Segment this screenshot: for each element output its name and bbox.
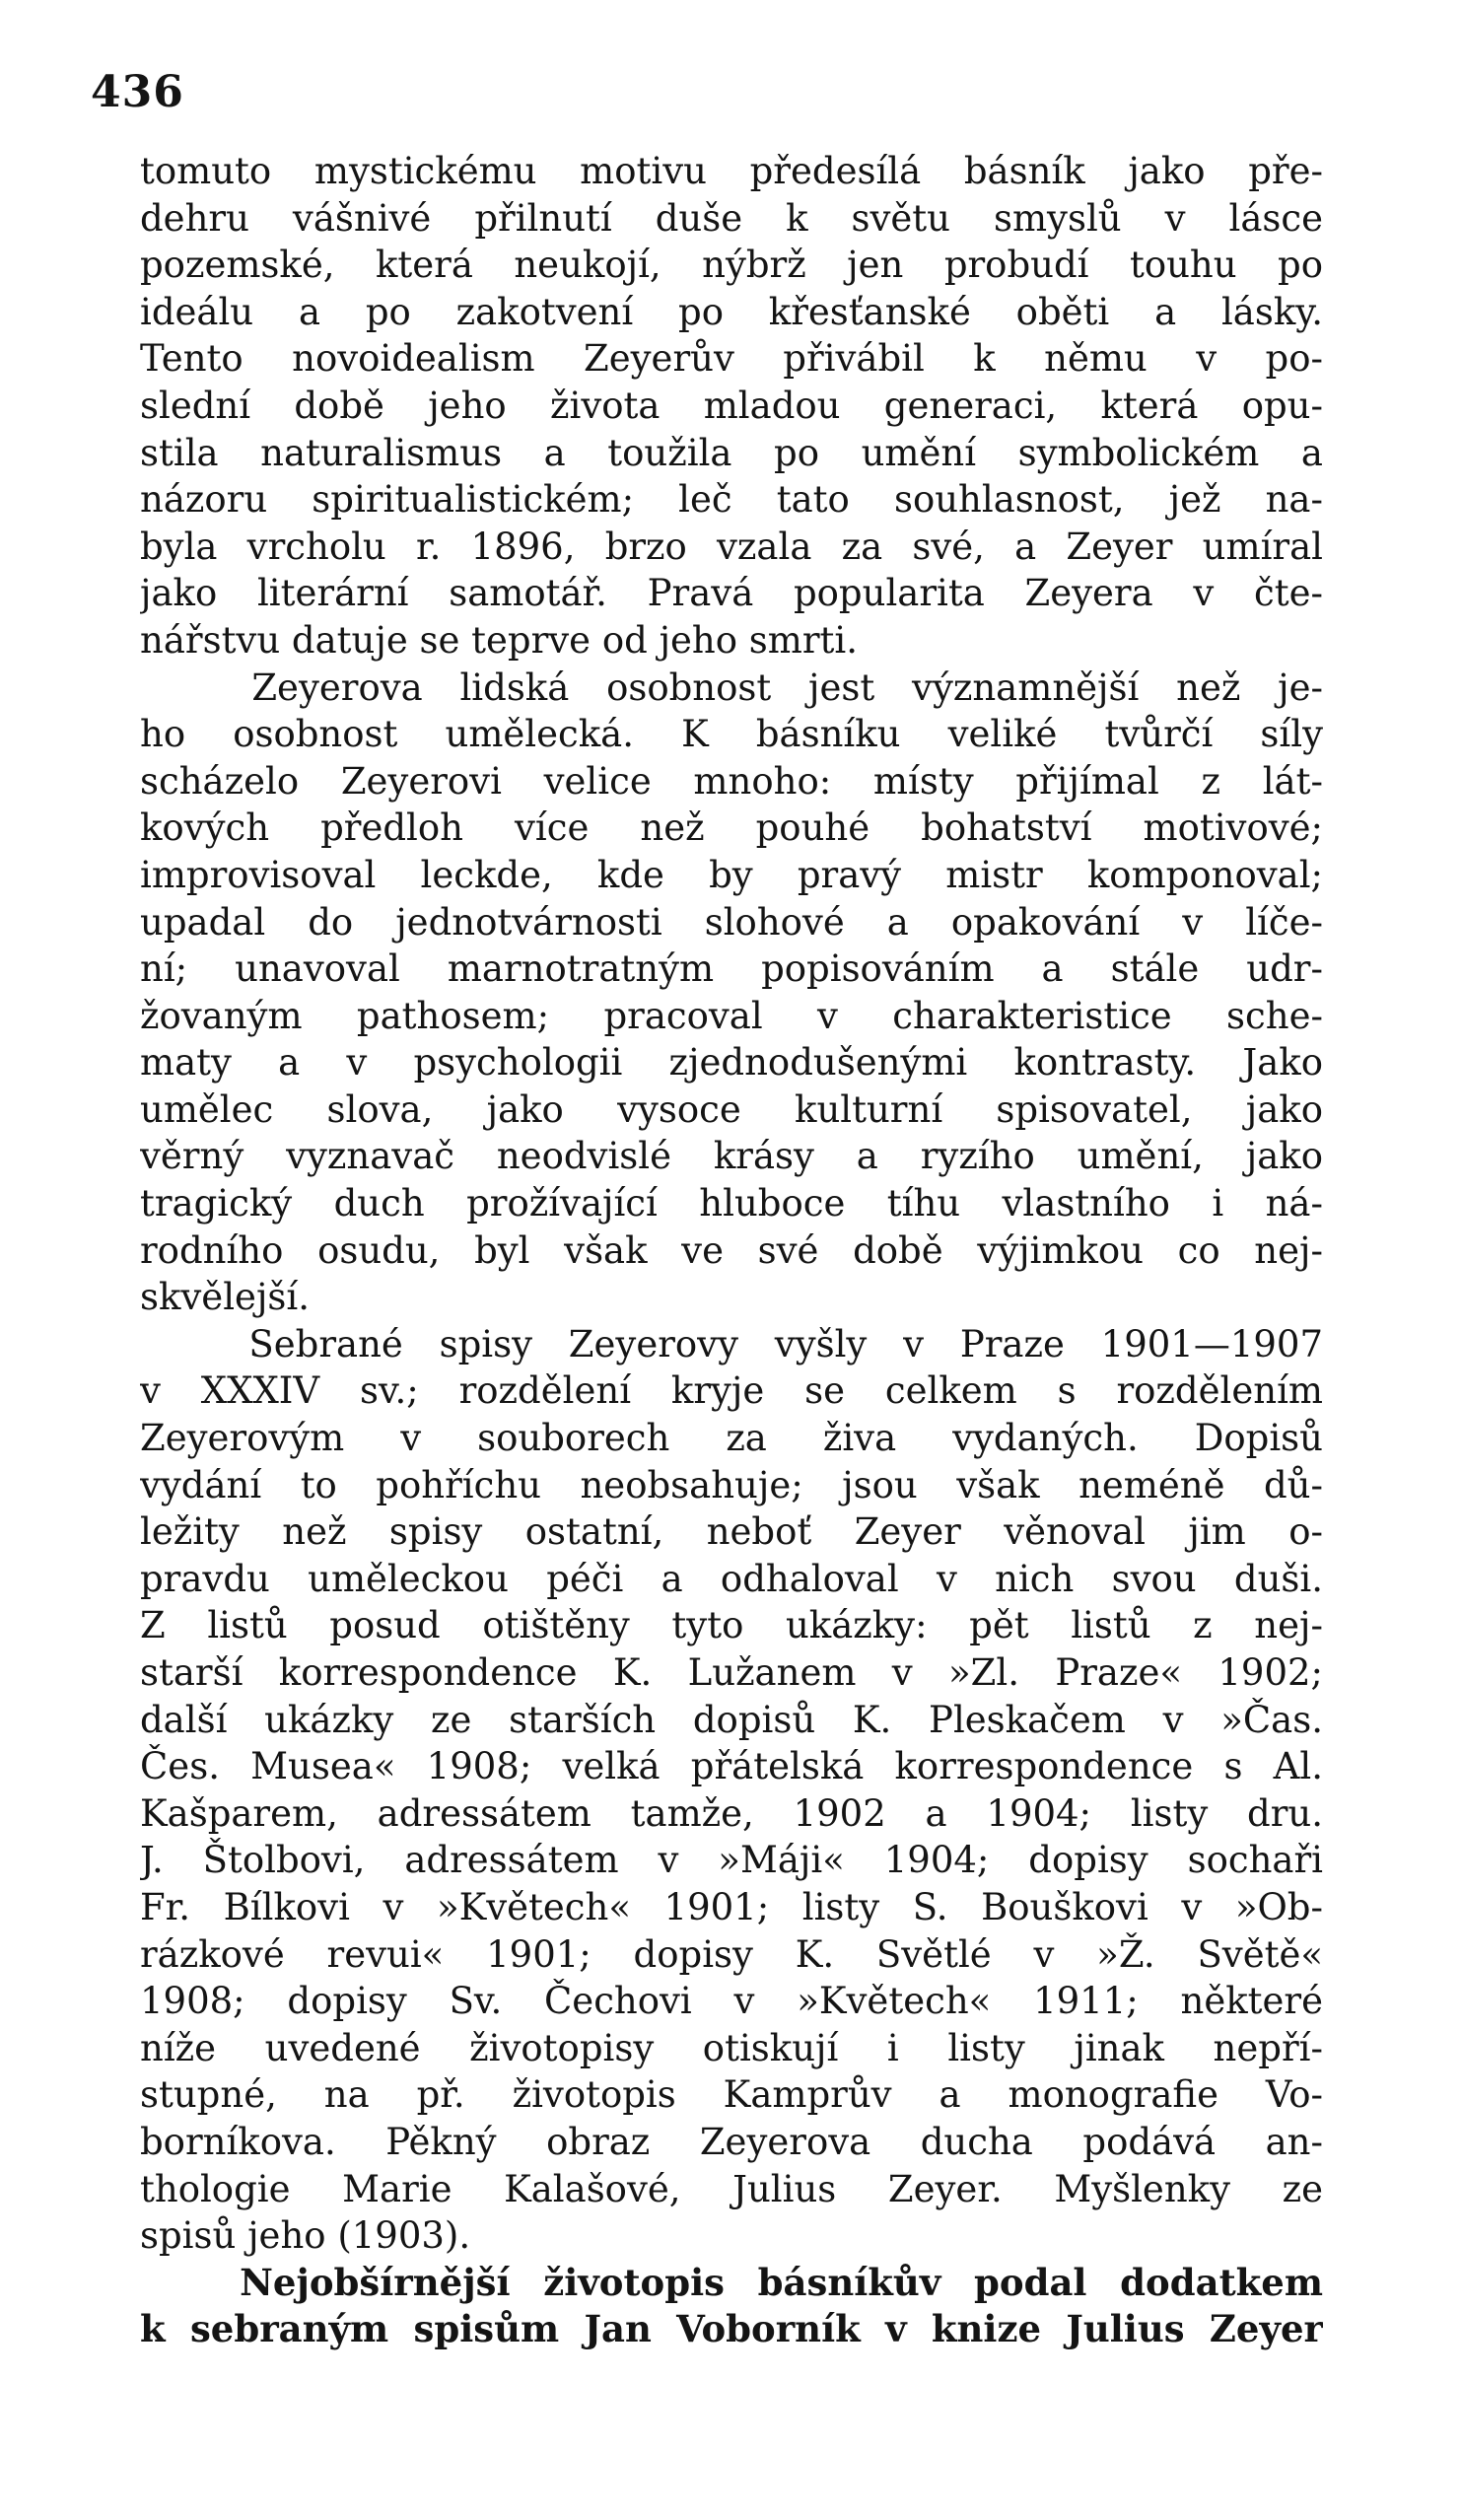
text-line: skvělejší. xyxy=(140,1276,310,1319)
text-line: rázkové revui« 1901; dopisy K. Světlé v »Ž. Světě« xyxy=(140,1932,1323,1976)
text-line: ho osobnost umělecká. K básníku veliké tvůrčí síly xyxy=(140,713,1323,756)
text-line: tomuto mystickému motivu předesílá básník jako pře- xyxy=(140,150,1323,192)
text-line: vydání to pohříchu neobsahuje; jsou však neméně dů- xyxy=(140,1463,1323,1506)
text-line: k sebraným spisům Jan Voborník v knize Julius Zeyer xyxy=(140,2307,1323,2351)
text-line: Tento novoidealism Zeyerův přivábil k němu v po- xyxy=(140,337,1323,381)
text-line: ní; unavoval marnotratným popisováním a stále udr- xyxy=(140,947,1323,991)
text-line: Kašparem, adressátem tamže, 1902 a 1904; listy dru. xyxy=(140,1791,1323,1835)
text-line: umělec slova, jako vysoce kulturní spisovatel, jako xyxy=(140,1087,1323,1131)
text-line: thologie Marie Kalašové, Julius Zeyer. Myšlenky ze xyxy=(140,2167,1323,2210)
text-line: improvisoval leckde, kde by pravý mistr komponoval; xyxy=(140,853,1323,896)
text-line: byla vrcholu r. 1896, brzo vzala za své, a Zeyer umíral xyxy=(140,525,1323,568)
page-number: 436 xyxy=(91,67,184,117)
text-line: Nejobšírnější životopis básníkův podal dodatkem xyxy=(140,2260,1323,2304)
text-line: stila naturalismus a toužila po umění symbolickém a xyxy=(140,431,1323,474)
text-line: žovaným pathosem; pracoval v charakteristice sche- xyxy=(140,994,1323,1037)
text-line: jako literární samotář. Pravá popularita Zeyera v čte- xyxy=(140,572,1323,615)
text-line: ležity než spisy ostatní, neboť Zeyer věnoval jim o- xyxy=(140,1510,1323,1554)
text-line: slední době jeho života mladou generaci, která opu- xyxy=(140,384,1323,427)
text-line: borníkova. Pěkný obraz Zeyerova ducha podává an- xyxy=(140,2120,1323,2163)
text-line: tragický duch prožívající hluboce tíhu vlastního i ná- xyxy=(140,1182,1323,1225)
text-line: v XXXIV sv.; rozdělení kryje se celkem s rozdělením xyxy=(140,1369,1323,1413)
text-line: 1908; dopisy Sv. Čechovi v »Květech« 1911; některé xyxy=(140,1980,1323,2023)
text-line: maty a v psychologii zjednodušenými kontrasty. Jako xyxy=(140,1041,1323,1085)
text-line: Fr. Bílkovi v »Květech« 1901; listy S. Bouškovi v »Ob- xyxy=(140,1885,1323,1928)
text-line: pravdu uměleckou péči a odhaloval v nich svou duši. xyxy=(140,1557,1323,1600)
body-text xyxy=(140,148,1323,2353)
text-line: dehru vášnivé přilnutí duše k světu smyslů v lásce xyxy=(140,196,1323,240)
text-line: nářstvu datuje se teprve od jeho smrti. xyxy=(140,618,859,662)
text-line: upadal do jednotvárnosti slohové a opakování v líče- xyxy=(140,900,1323,944)
text-line: Čes. Musea« 1908; velká přátelská korrespondence s Al. xyxy=(140,1745,1323,1788)
text-line: Z listů posud otištěny tyto ukázky: pět listů z nej- xyxy=(140,1604,1323,1647)
text-line: Zeyerovým v souborech za živa vydaných. Dopisů xyxy=(140,1417,1323,1460)
text-line: níže uvedené životopisy otiskují i listy jinak nepří- xyxy=(140,2026,1323,2069)
text-line: věrný vyznavač neodvislé krásy a ryzího umění, jako xyxy=(140,1135,1323,1178)
text-line: Sebrané spisy Zeyerovy vyšly v Praze 1901—1907 xyxy=(140,1322,1323,1365)
text-line: názoru spiritualistickém; leč tato souhlasnost, jež na- xyxy=(140,478,1323,522)
text-line: starší korrespondence K. Lužanem v »Zl. Praze« 1902; xyxy=(140,1651,1323,1694)
text-line: spisů jeho (1903). xyxy=(140,2214,471,2258)
text-line: J. Štolbovi, adressátem v »Máji« 1904; dopisy sochaři xyxy=(140,1839,1323,1882)
text-line: scházelo Zeyerovi velice mnoho: místy přijímal z lát- xyxy=(140,759,1323,803)
text-line: pozemské, která neukojí, nýbrž jen probudí touhu po xyxy=(140,244,1323,287)
text-line: stupné, na př. životopis Kamprův a monografie Vo- xyxy=(140,2073,1323,2117)
text-line: další ukázky ze starších dopisů K. Pleskačem v »Čas. xyxy=(140,1698,1323,1741)
text-line: ideálu a po zakotvení po křesťanské oběti a lásky. xyxy=(140,290,1323,333)
text-line: rodního osudu, byl však ve své době výjimkou co nej- xyxy=(140,1228,1323,1272)
text-line: Zeyerova lidská osobnost jest významnější než je- xyxy=(140,665,1323,709)
text-line: kových předloh více než pouhé bohatství motivové; xyxy=(140,806,1323,850)
